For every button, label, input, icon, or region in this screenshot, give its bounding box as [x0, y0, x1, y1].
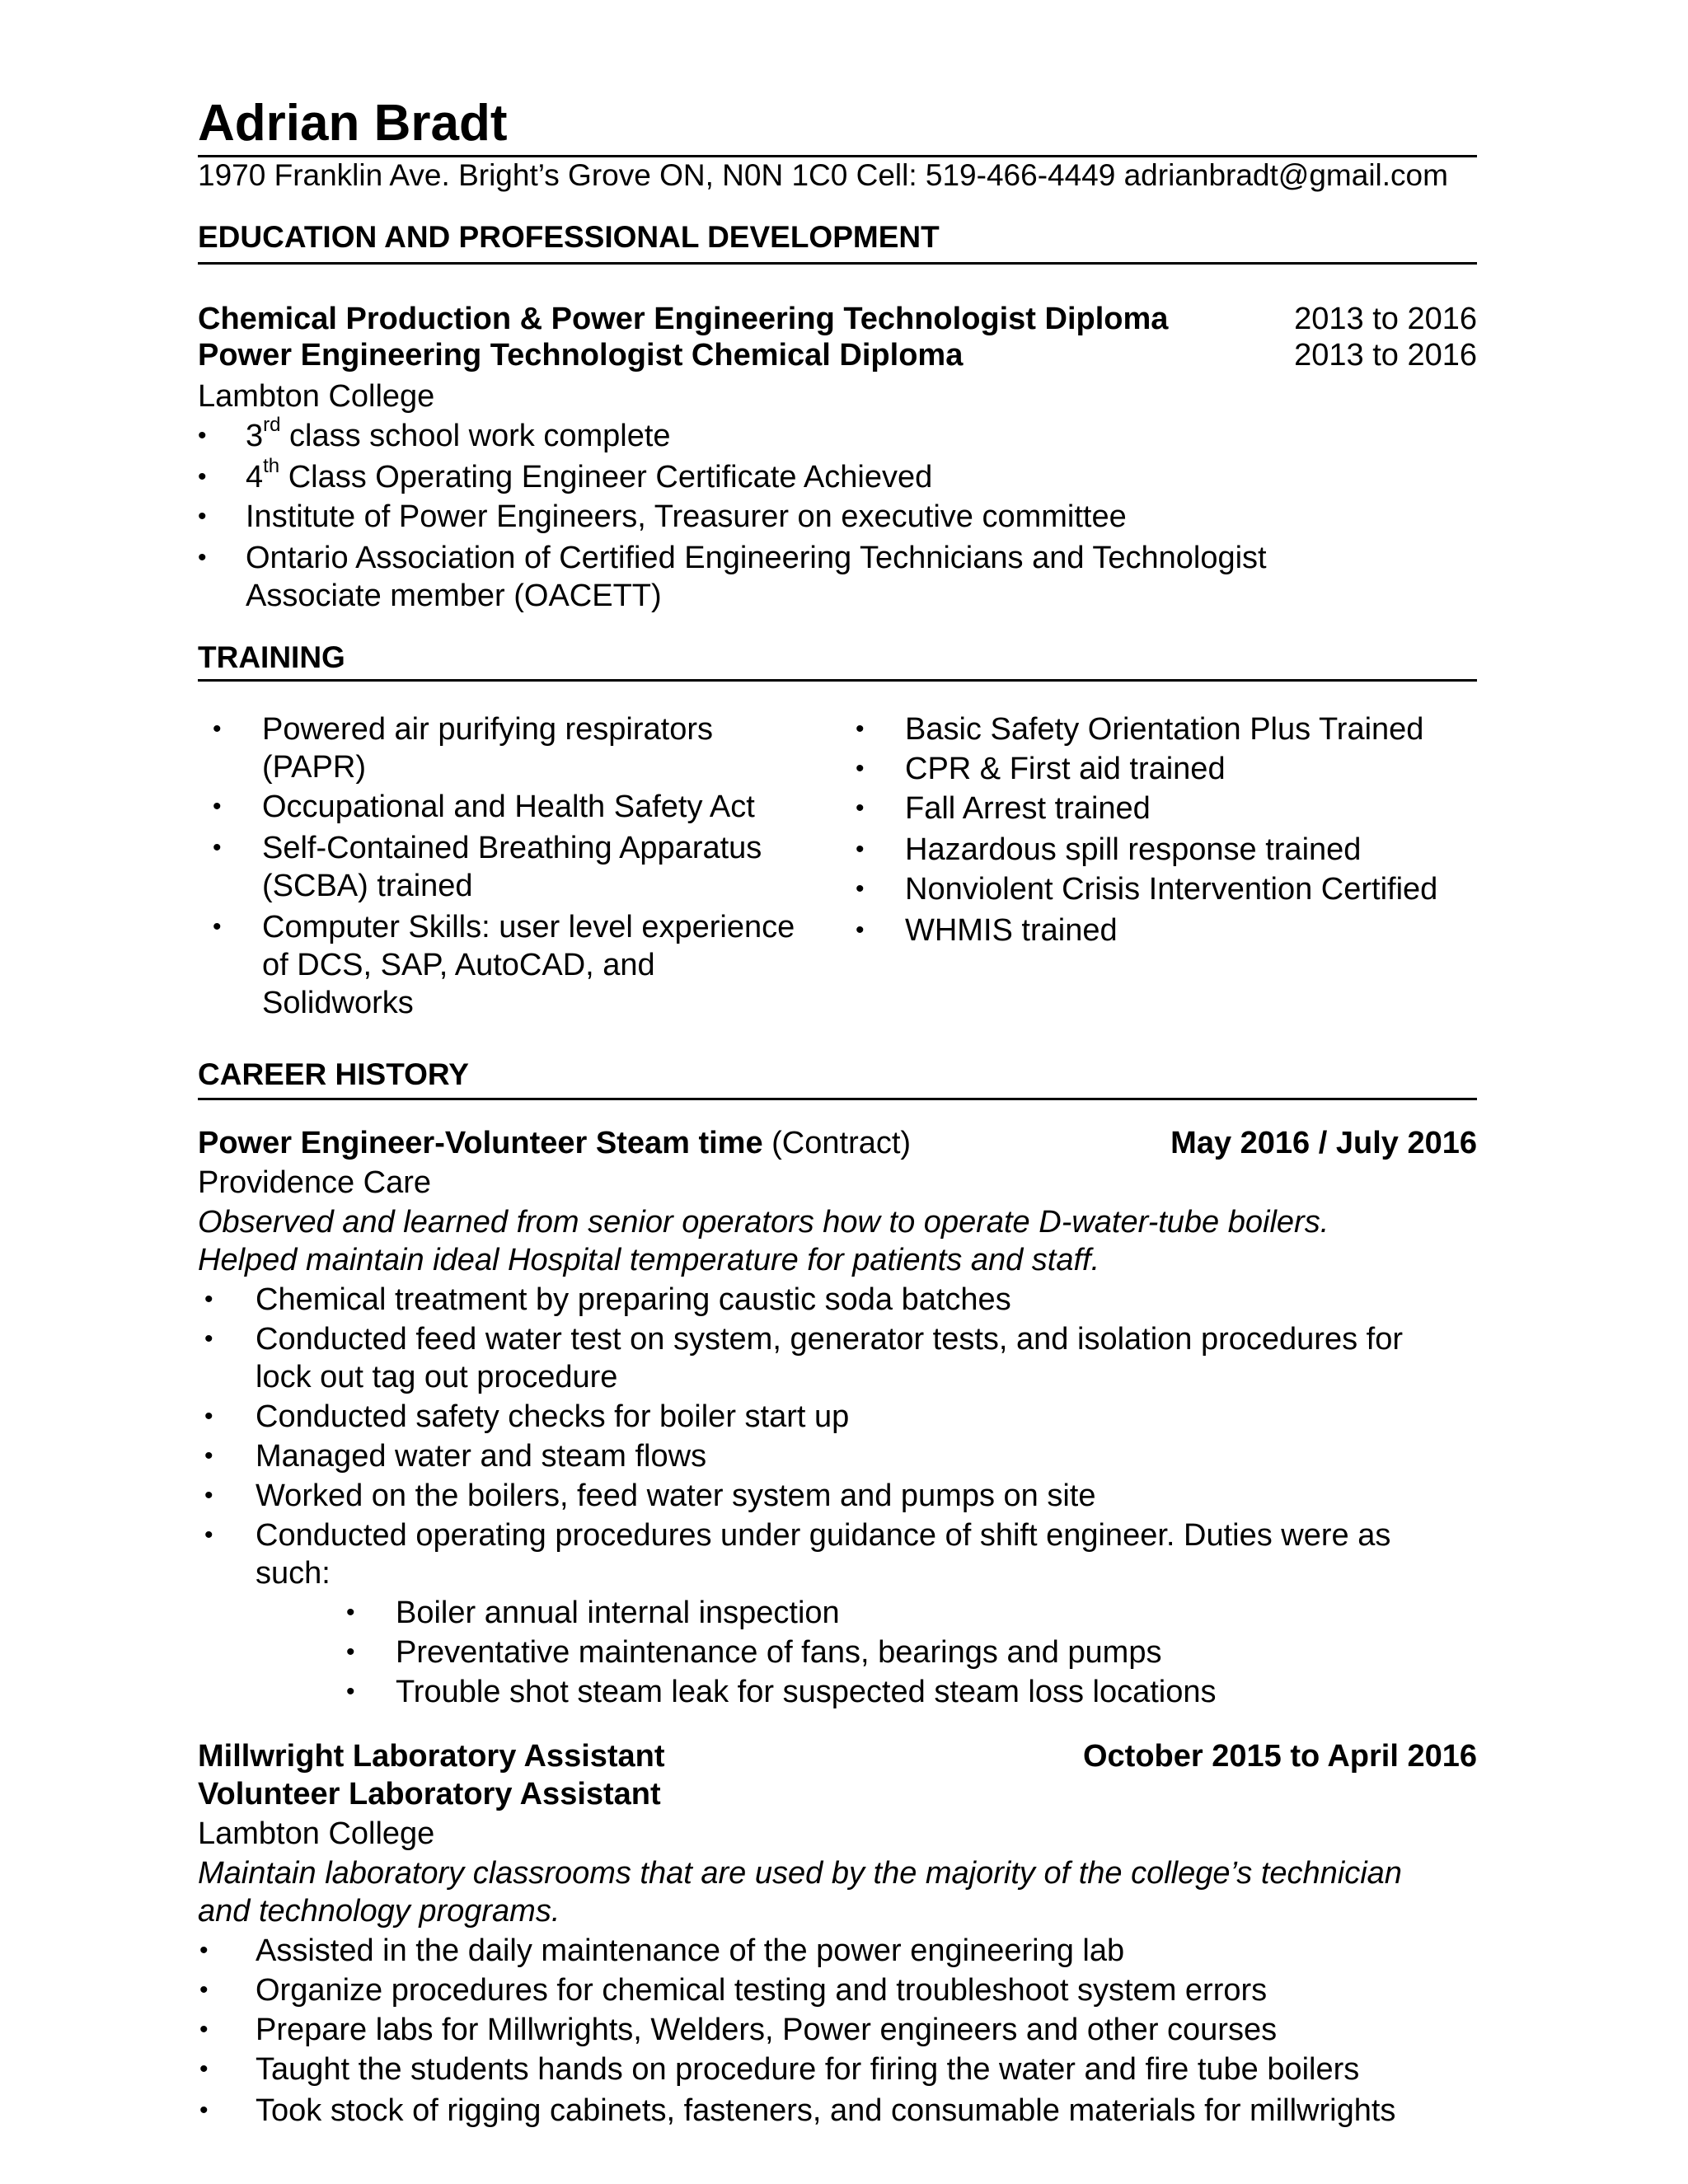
duty-item: Conducted feed water test on system, generator tests, and isolation procedures for — [256, 1322, 1403, 1357]
training-item: Computer Skills: user level experience — [262, 910, 795, 944]
bullet-icon: • — [213, 834, 222, 861]
training-item: Fall Arrest trained — [905, 791, 1151, 826]
duty-item: Organize procedures for chemical testing and troubleshoot system errors — [256, 1973, 1268, 2008]
list-item-continued: Associate member (OACETT) — [246, 579, 662, 613]
duty-item: Worked on the boilers, feed water system and pumps on site — [256, 1479, 1096, 1513]
list-item: 3rd class school work complete — [246, 414, 671, 453]
career-rule — [198, 1098, 1477, 1100]
bullet-icon: • — [346, 1599, 355, 1626]
bullet-icon: • — [199, 2097, 209, 2124]
training-item-continued: (SCBA) trained — [262, 869, 473, 903]
bullet-icon: • — [213, 913, 222, 940]
list-item: Ontario Association of Certified Engineering Technicians and Technologist — [246, 541, 1267, 575]
job-title: Millwright Laboratory Assistant — [198, 1739, 665, 1774]
bullet-icon: • — [204, 1403, 213, 1430]
duty-item: Taught the students hands on procedure for firing the water and fire tube boilers — [256, 2052, 1360, 2087]
list-item: 4th Class Operating Engineer Certificate Achieved — [246, 455, 933, 494]
bullet-icon: • — [204, 1442, 213, 1469]
training-item-continued: (PAPR) — [262, 750, 366, 785]
candidate-name: Adrian Bradt — [198, 95, 508, 152]
job-description: and technology programs. — [198, 1894, 560, 1929]
training-item: Nonviolent Crisis Intervention Certified — [905, 872, 1438, 907]
training-item: CPR & First aid trained — [905, 752, 1226, 786]
school-name: Lambton College — [198, 379, 435, 414]
education-heading: EDUCATION AND PROFESSIONAL DEVELOPMENT — [198, 220, 940, 254]
bullet-icon: • — [856, 755, 865, 782]
training-item: Self-Contained Breathing Apparatus — [262, 831, 762, 865]
training-item: Occupational and Health Safety Act — [262, 790, 755, 824]
bullet-icon: • — [204, 1286, 213, 1313]
job-description: Observed and learned from senior operators how to operate D-water-tube boilers. — [198, 1205, 1329, 1240]
training-item-continued: of DCS, SAP, AutoCAD, and — [262, 948, 655, 982]
diploma-dates: 2013 to 2016 — [1294, 302, 1477, 336]
bullet-icon: • — [346, 1638, 355, 1666]
diploma-dates: 2013 to 2016 — [1294, 338, 1477, 373]
bullet-icon: • — [198, 463, 207, 490]
training-item: Hazardous spill response trained — [905, 832, 1362, 867]
duty-item: Chemical treatment by preparing caustic soda batches — [256, 1282, 1011, 1317]
duty-item-continued: lock out tag out procedure — [256, 1360, 618, 1394]
training-item-continued: Solidworks — [262, 986, 414, 1020]
bullet-icon: • — [198, 544, 207, 571]
job-title: Power Engineer-Volunteer Steam time (Contract) — [198, 1126, 912, 1160]
duty-item: Prepare labs for Millwrights, Welders, Power engineers and other courses — [256, 2013, 1278, 2047]
duty-item: Conducted operating procedures under guidance of shift engineer. Duties were as — [256, 1518, 1391, 1553]
bullet-icon: • — [204, 1482, 213, 1509]
job-dates: October 2015 to April 2016 — [1082, 1739, 1477, 1774]
duty-item: Managed water and steam flows — [256, 1439, 707, 1474]
training-heading: TRAINING — [198, 640, 345, 674]
employer-name: Lambton College — [198, 1816, 435, 1851]
diploma-title: Chemical Production & Power Engineering Technologist Diploma — [198, 302, 1169, 336]
bullet-icon: • — [213, 793, 222, 820]
bullet-icon: • — [204, 1325, 213, 1352]
sub-duty-item: Boiler annual internal inspection — [396, 1596, 840, 1630]
bullet-icon: • — [199, 2055, 209, 2083]
sub-duty-item: Trouble shot steam leak for suspected steam loss locations — [396, 1675, 1217, 1709]
bullet-icon: • — [346, 1678, 355, 1705]
bullet-icon: • — [199, 1976, 209, 2004]
list-item: Institute of Power Engineers, Treasurer on executive committee — [246, 499, 1127, 534]
training-rule — [198, 679, 1477, 682]
bullet-icon: • — [856, 794, 865, 822]
bullet-icon: • — [199, 2016, 209, 2043]
job-dates: May 2016 / July 2016 — [1170, 1126, 1477, 1160]
duty-item: Took stock of rigging cabinets, fasteners, and consumable materials for millwrights — [256, 2093, 1396, 2128]
bullet-icon: • — [204, 1521, 213, 1549]
career-heading: CAREER HISTORY — [198, 1057, 469, 1091]
job-description: Maintain laboratory classrooms that are used by the majority of the college’s technician — [198, 1856, 1402, 1891]
bullet-icon: • — [856, 916, 865, 944]
bullet-icon: • — [198, 422, 207, 449]
bullet-icon: • — [856, 715, 865, 743]
bullet-icon: • — [856, 836, 865, 863]
contact-line: 1970 Franklin Ave. Bright’s Grove ON, N0N 1C0 Cell: 519-466-4449 adrianbradt@gmail.com — [198, 158, 1448, 192]
bullet-icon: • — [199, 1937, 209, 1964]
bullet-icon: • — [198, 503, 207, 530]
duty-item: Assisted in the daily maintenance of the power engineering lab — [256, 1933, 1125, 1968]
duty-item: Conducted safety checks for boiler start up — [256, 1399, 850, 1434]
diploma-title: Power Engineering Technologist Chemical Diploma — [198, 338, 964, 373]
sub-duty-item: Preventative maintenance of fans, bearings and pumps — [396, 1635, 1162, 1670]
training-item: WHMIS trained — [905, 913, 1118, 948]
duty-item-continued: such: — [256, 1556, 331, 1591]
education-rule — [198, 262, 1477, 265]
training-item: Powered air purifying respirators — [262, 712, 714, 747]
job-description: Helped maintain ideal Hospital temperature for patients and staff. — [198, 1243, 1100, 1277]
bullet-icon: • — [213, 715, 222, 743]
job-title: Volunteer Laboratory Assistant — [198, 1777, 661, 1811]
employer-name: Providence Care — [198, 1165, 432, 1200]
training-item: Basic Safety Orientation Plus Trained — [905, 712, 1424, 747]
bullet-icon: • — [856, 875, 865, 902]
